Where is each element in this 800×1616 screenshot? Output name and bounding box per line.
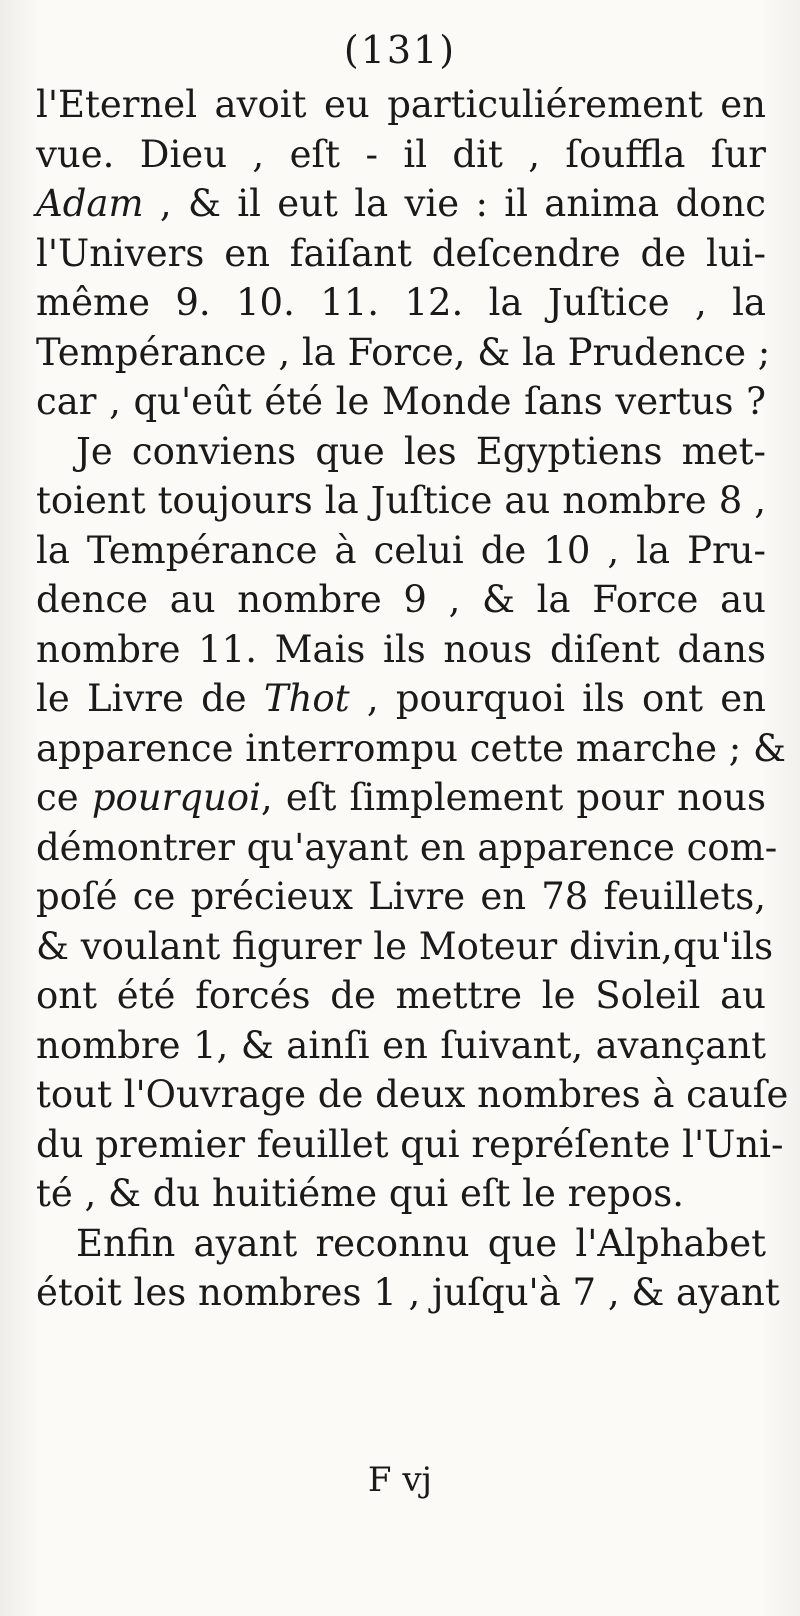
text-segment: le Livre de bbox=[36, 677, 264, 720]
text-line bbox=[36, 427, 766, 477]
text-segment: , pourquoi ils ont en bbox=[349, 677, 766, 720]
italic-term: Thot bbox=[263, 677, 350, 720]
text-line bbox=[36, 179, 766, 229]
text-segment: l'Eternel avoit eu particuliérement en bbox=[36, 83, 766, 126]
text-segment: étoit les nombres 1 , juſqu'à 7 , & ayant bbox=[36, 1271, 780, 1314]
text-segment: ce bbox=[36, 776, 92, 819]
text-line bbox=[36, 526, 766, 576]
text-segment: car , qu'eût été le Monde ſans vertus ? bbox=[36, 380, 766, 423]
text-segment: vue. Dieu , eſt - il dit , ſouffla ſur bbox=[36, 132, 766, 176]
text-line bbox=[36, 823, 778, 873]
text-line bbox=[36, 328, 771, 378]
text-line bbox=[36, 724, 786, 774]
text-line bbox=[36, 971, 766, 1021]
text-line bbox=[36, 625, 766, 675]
text-segment: du premier feuillet qui repréſente l'Uni- bbox=[36, 1122, 784, 1166]
text-line bbox=[36, 130, 766, 180]
text-line bbox=[36, 80, 766, 130]
text-line bbox=[36, 773, 766, 823]
text-segment: & voulant figurer le Moteur divin,qu'ils bbox=[36, 924, 774, 968]
text-segment: té , & du huitiéme qui eſt le repos. bbox=[36, 1172, 684, 1215]
text-segment: , eſt ſimplement pour nous bbox=[260, 776, 766, 819]
text-line bbox=[36, 1268, 780, 1318]
text-segment: tout l'Ouvrage de deux nombres à cauſe bbox=[36, 1073, 789, 1116]
text-line bbox=[36, 1120, 784, 1170]
text-segment: poſé ce précieux Livre en 78 feuillets, bbox=[36, 875, 766, 918]
text-segment: apparence interrompu cette marche ; & bbox=[36, 726, 786, 770]
text-segment: nombre 11. Mais ils nous diſent dans bbox=[36, 627, 766, 671]
text-line bbox=[36, 377, 766, 427]
text-line bbox=[36, 674, 766, 724]
text-segment: , & il eut la vie : il anima donc bbox=[143, 182, 766, 225]
text-line bbox=[36, 922, 774, 972]
text-line bbox=[36, 1021, 766, 1071]
text-line bbox=[36, 1219, 766, 1269]
page-number: (131) bbox=[343, 28, 457, 72]
text-segment: dence au nombre 9 , & la Force au bbox=[36, 578, 766, 621]
text-line bbox=[36, 278, 766, 328]
text-line bbox=[36, 476, 766, 526]
text-segment: nombre 1, & ainſi en ſuivant, avançant bbox=[36, 1023, 766, 1067]
text-line bbox=[36, 1070, 789, 1120]
text-segment: Je conviens que les Egyptiens met- bbox=[76, 429, 766, 473]
text-segment: toient toujours la Juſtice au nombre 8 , bbox=[36, 479, 766, 522]
text-line bbox=[36, 229, 766, 279]
text-segment: Enfin ayant reconnu que l'Alphabet bbox=[76, 1221, 766, 1265]
text-segment: la Tempérance à celui de 10 , la Pru- bbox=[36, 528, 766, 572]
body-text bbox=[36, 80, 789, 1318]
text-line bbox=[36, 872, 766, 922]
italic-term: pourquoi bbox=[91, 776, 261, 819]
text-segment: même 9. 10. 11. 12. la Juſtice , la bbox=[36, 281, 766, 324]
signature-mark: F vj bbox=[367, 1460, 433, 1500]
text-line bbox=[36, 575, 766, 625]
text-segment: ont été forcés de mettre le Soleil au bbox=[36, 974, 766, 1017]
text-segment: démontrer qu'ayant en apparence com- bbox=[36, 825, 778, 869]
text-line bbox=[36, 1169, 766, 1219]
text-segment: l'Univers en faiſant deſcendre de lui- bbox=[36, 231, 766, 275]
text-segment: Tempérance , la Force, & la Prudence ; bbox=[36, 330, 771, 374]
italic-term: Adam bbox=[36, 182, 144, 225]
